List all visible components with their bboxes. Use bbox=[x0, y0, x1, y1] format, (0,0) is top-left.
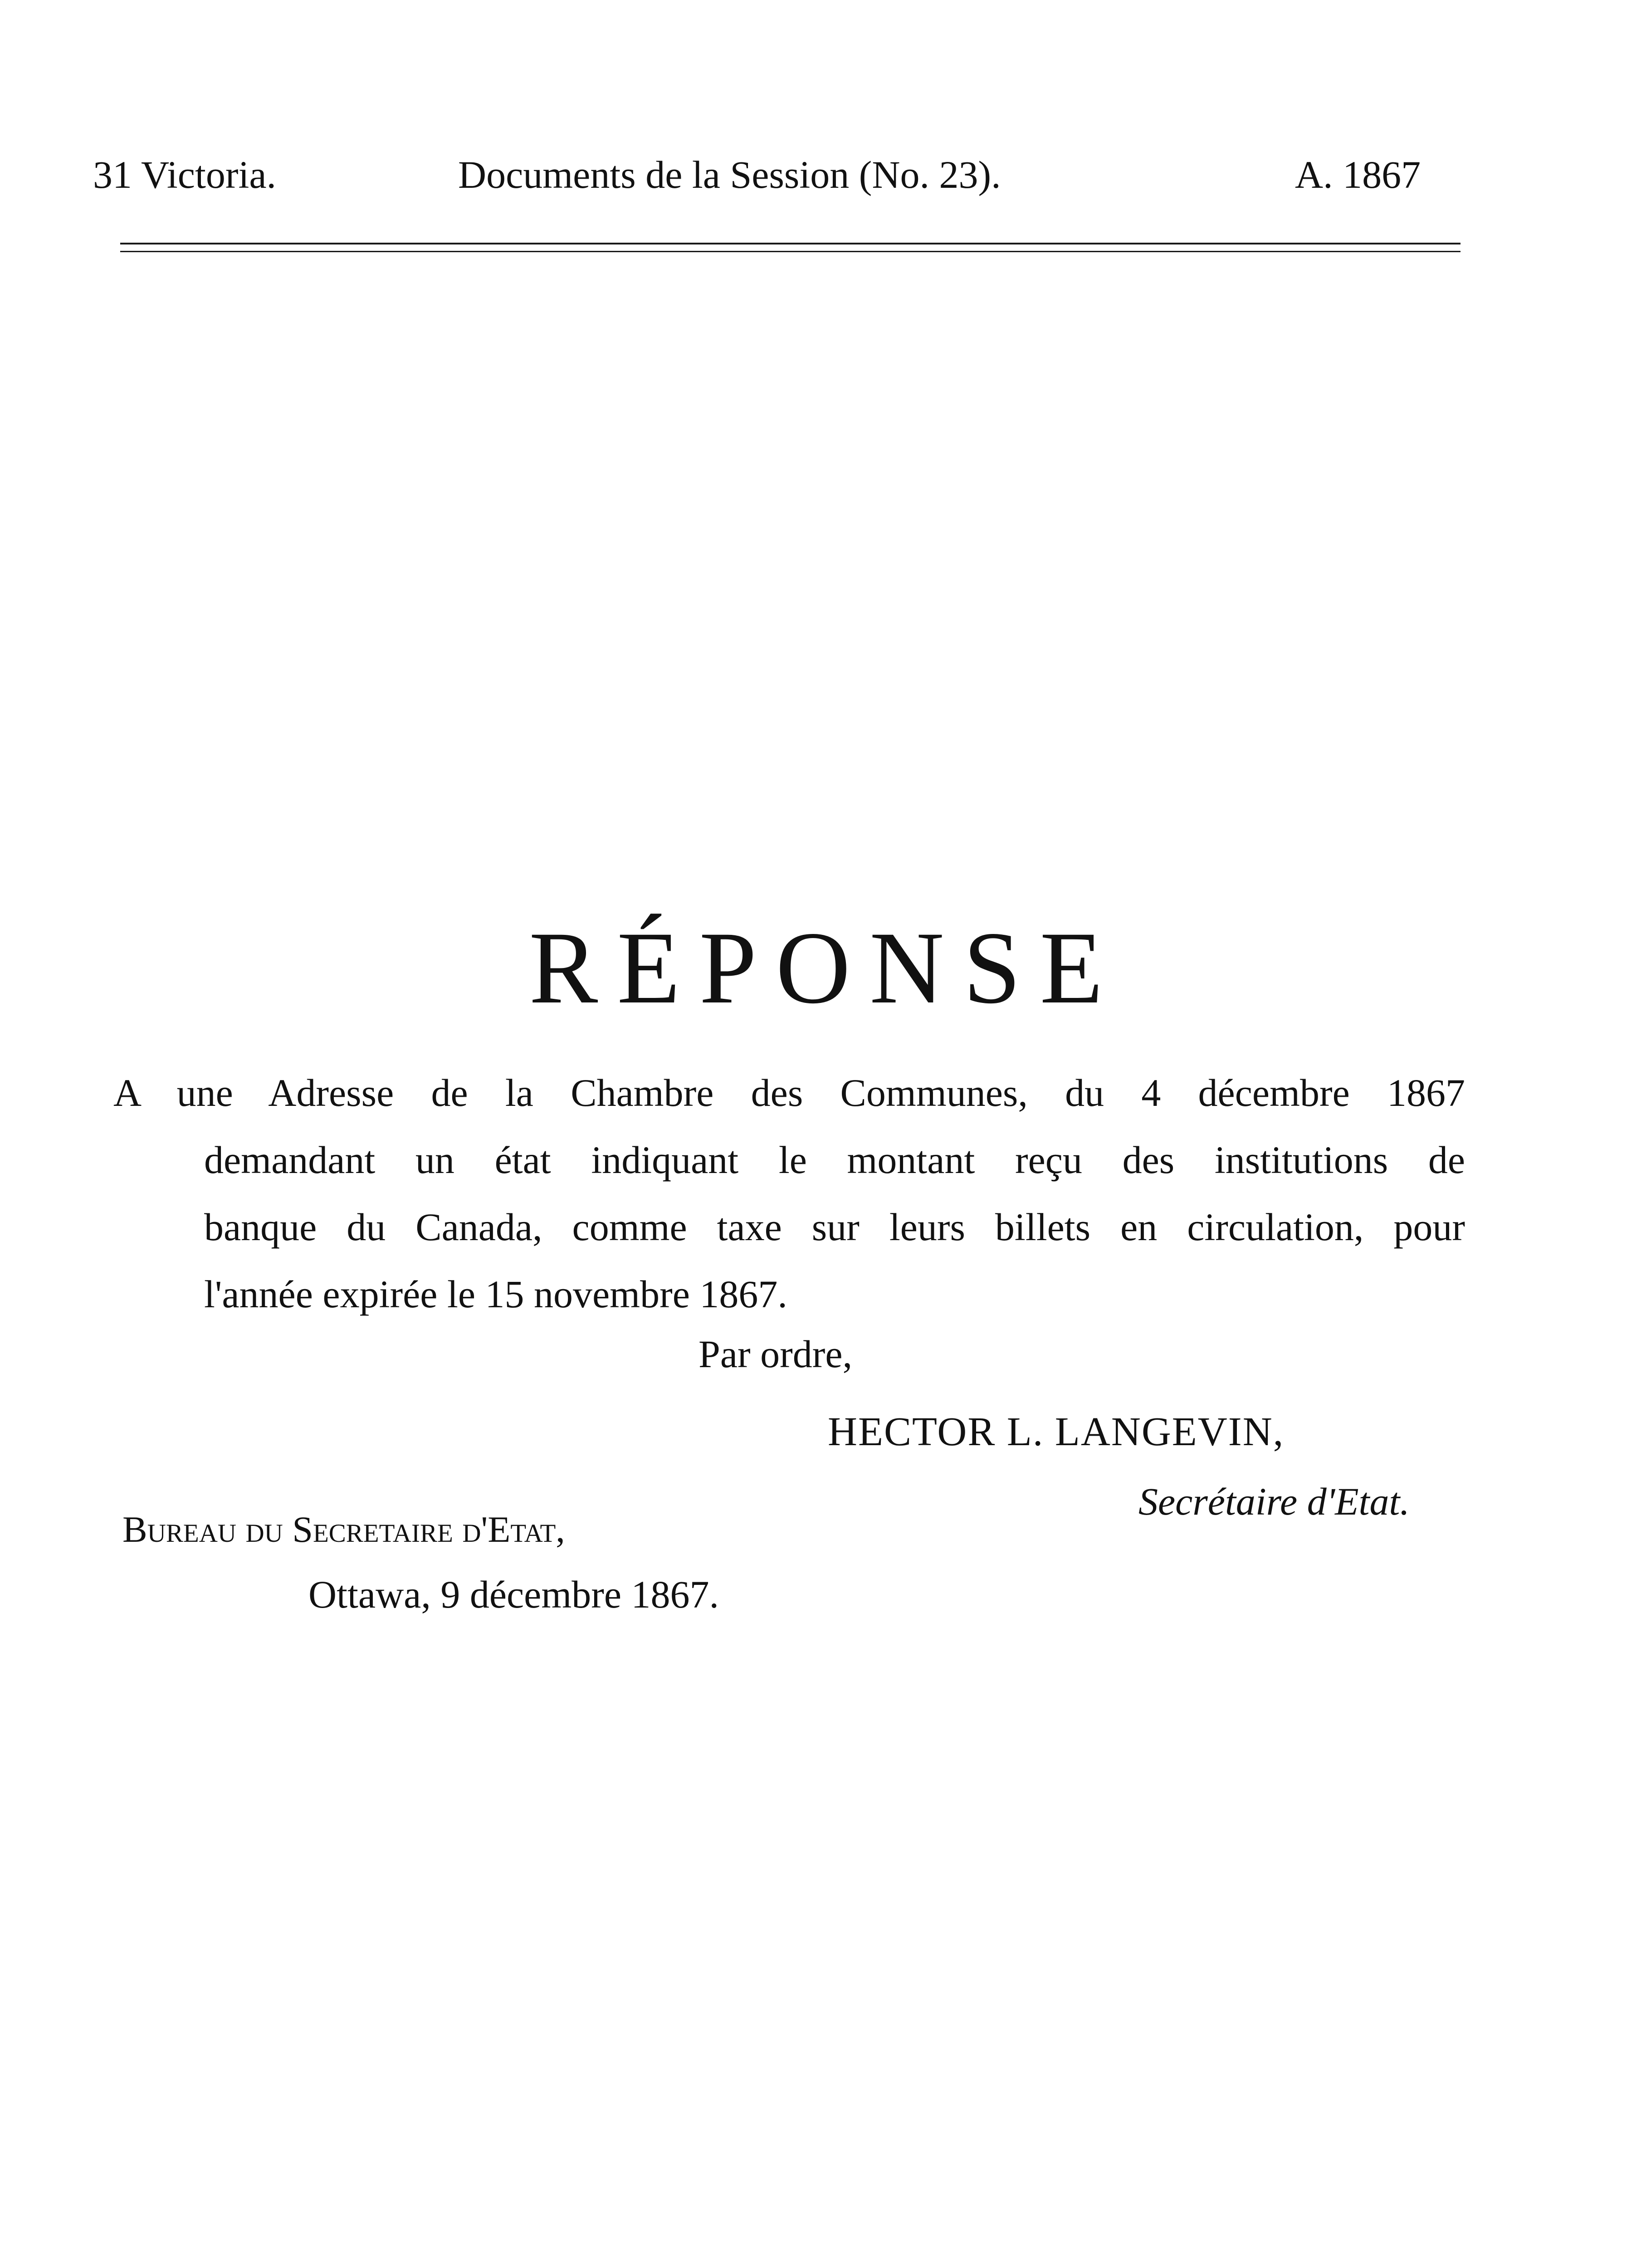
running-header bbox=[0, 152, 1651, 206]
paragraph-line: l'année expirée le 15 novembre 1867. bbox=[204, 1272, 787, 1316]
place-and-date: Ottawa, 9 décembre 1867. bbox=[308, 1573, 719, 1616]
address-paragraph bbox=[113, 1059, 1465, 1328]
paragraph-line: demandant un état indiquant le montant reçu des institutions de bbox=[204, 1138, 1465, 1182]
paragraph-line: A une Adresse de la Chambre des Communes, du 4 décembre 1867 bbox=[113, 1071, 1465, 1114]
by-order-line: Par ordre, bbox=[698, 1332, 853, 1376]
paragraph-line: banque du Canada, comme taxe sur leurs billets en circulation, pour bbox=[204, 1205, 1465, 1249]
header-session-documents: Documents de la Session (No. 23). bbox=[458, 153, 1001, 196]
signatory-name: HECTOR L. LANGEVIN, bbox=[828, 1409, 1285, 1454]
header-rule-bottom bbox=[120, 251, 1460, 252]
header-rule-top bbox=[120, 243, 1460, 244]
signatory-title: Secrétaire d'Etat. bbox=[1138, 1480, 1410, 1523]
header-year: A. 1867 bbox=[1295, 153, 1421, 196]
document-title: RÉPONSE bbox=[529, 911, 1122, 1025]
issuing-office: Bureau du Secretaire d'Etat, bbox=[122, 1509, 565, 1550]
header-regnal-year: 31 Victoria. bbox=[93, 153, 277, 196]
